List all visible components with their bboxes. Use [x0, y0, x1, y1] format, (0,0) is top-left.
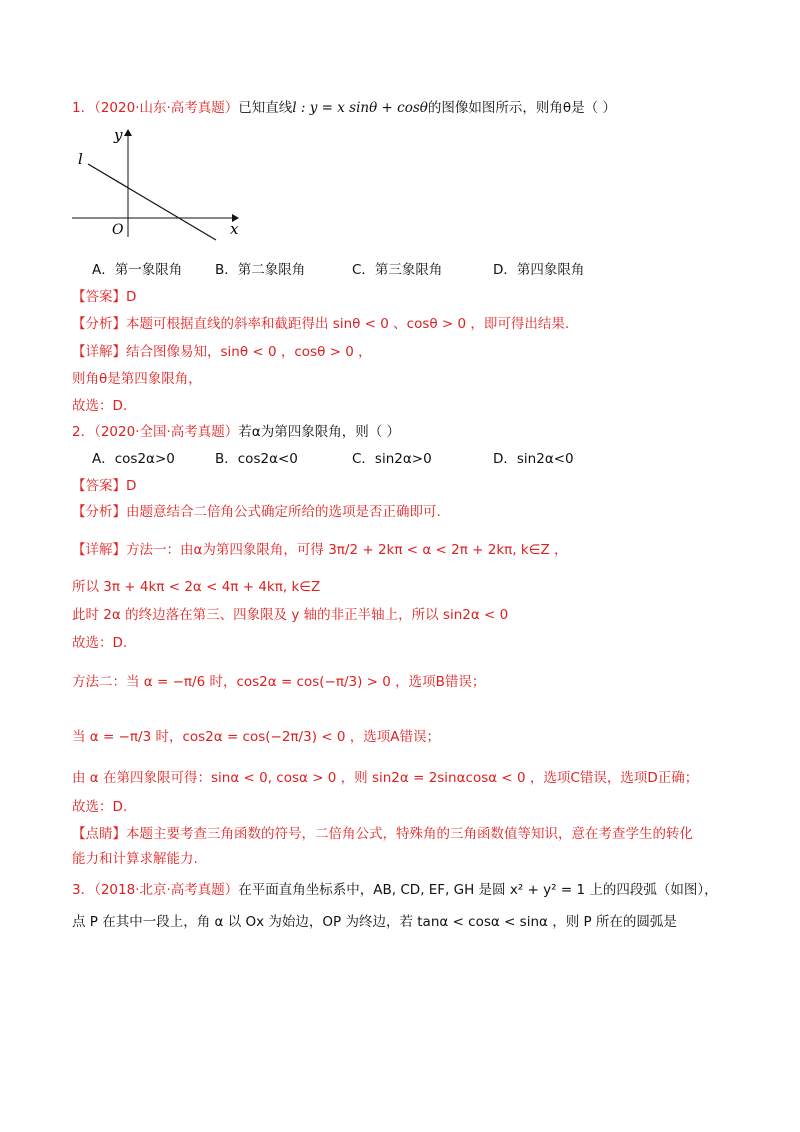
q1-option-d: D．第四象限角 — [493, 262, 585, 278]
q2-method-1: 【详解】方法一：由α为第四象限角，可得 3π/2 + 2kπ < α < 2π + 2kπ, k∈Z ， — [72, 542, 568, 558]
q2-choose-2: 故选：D. — [72, 799, 128, 815]
q2-option-b: B．cos2α<0 — [215, 451, 298, 467]
q2-answer: 【答案】D — [72, 478, 137, 494]
q2-option-a: A．cos2α>0 — [92, 451, 175, 467]
q1-option-a: A．第一象限角 — [92, 262, 183, 278]
q2-line-a: 所以 3π + 4kπ < 2α < 4π + 4kπ, k∈Z — [72, 579, 321, 595]
q1-formula: l : y = x sinθ + cosθ — [292, 100, 428, 116]
q2-option-c: C．sin2α>0 — [352, 451, 432, 467]
q2-analysis: 【分析】由题意结合二倍角公式确定所给的选项是否正确即可. — [72, 504, 441, 520]
q2-num: 2． — [72, 424, 95, 440]
q1-detail-2: 则角θ是第四象限角， — [72, 371, 202, 387]
q2-comment-2: 能力和计算求解能力. — [72, 851, 198, 867]
q1-stem — [72, 98, 616, 118]
q1-source: （2020·山东·高考真题） — [94, 100, 239, 116]
label-x: x — [230, 220, 239, 238]
q2-stem — [72, 422, 400, 442]
q2-method-2c: 由 α 在第四象限可得：sinα < 0, cosα > 0 ，则 sin2α = 2sinαcosα < 0 ，选项C错误，选项D正确； — [72, 770, 699, 786]
q1-line-graph — [70, 122, 250, 242]
q2-method-2b: 当 α = −π/3 时，cos2α = cos(−2π/3) < 0 ，选项A错误； — [72, 729, 440, 745]
label-y: y — [114, 126, 123, 144]
q1-option-c: C．第三象限角 — [352, 262, 443, 278]
q3-num: 3． — [72, 882, 95, 898]
q1-option-b: B．第二象限角 — [215, 262, 306, 278]
line-l — [88, 164, 216, 240]
q1-detail-1: 【详解】结合图像易知，sinθ < 0 ，cosθ > 0 ， — [72, 344, 372, 360]
q1-stem-after: 的图像如图所示，则角θ是（ ） — [427, 100, 616, 116]
q1-answer: 【答案】D — [72, 289, 137, 305]
q1-stem-before: 已知直线 — [238, 100, 293, 116]
q3-source: （2018·北京·高考真题） — [94, 882, 239, 898]
q2-choose-1: 故选：D. — [72, 635, 128, 651]
q2-method-2: 方法二：当 α = −π/6 时，cos2α = cos(−π/3) > 0 ，选项B错误； — [72, 674, 486, 690]
q1-choose: 故选：D. — [72, 398, 128, 414]
q1-analysis: 【分析】本题可根据直线的斜率和截距得出 sinθ < 0 、cosθ > 0 ，即可得出结果. — [72, 316, 570, 332]
label-l: l — [78, 150, 83, 168]
q2-line-b: 此时 2α 的终边落在第三、四象限及 y 轴的非正半轴上，所以 sin2α < 0 — [72, 607, 509, 623]
q2-comment-1: 【点睛】本题主要考查三角函数的符号，二倍角公式，特殊角的三角函数值等知识，意在考查学生的转化 — [72, 826, 693, 842]
q3-stem-text-1: 在平面直角坐标系中，AB, CD, EF, GH 是圆 x² + y² = 1 上的四段弧（如图）， — [238, 882, 718, 898]
label-origin: O — [112, 222, 124, 238]
q1-num: 1． — [72, 100, 95, 116]
q2-stem-text: 若α为第四象限角，则（ ） — [238, 424, 400, 440]
q3-stem-1 — [72, 880, 718, 900]
q2-source: （2020·全国·高考真题） — [94, 424, 239, 440]
q2-option-d: D．sin2α<0 — [493, 451, 574, 467]
q3-stem-2: 点 P 在其中一段上，角 α 以 Ox 为始边，OP 为终边，若 tanα < cosα < sinα ，则 P 所在的圆弧是 — [72, 914, 677, 930]
